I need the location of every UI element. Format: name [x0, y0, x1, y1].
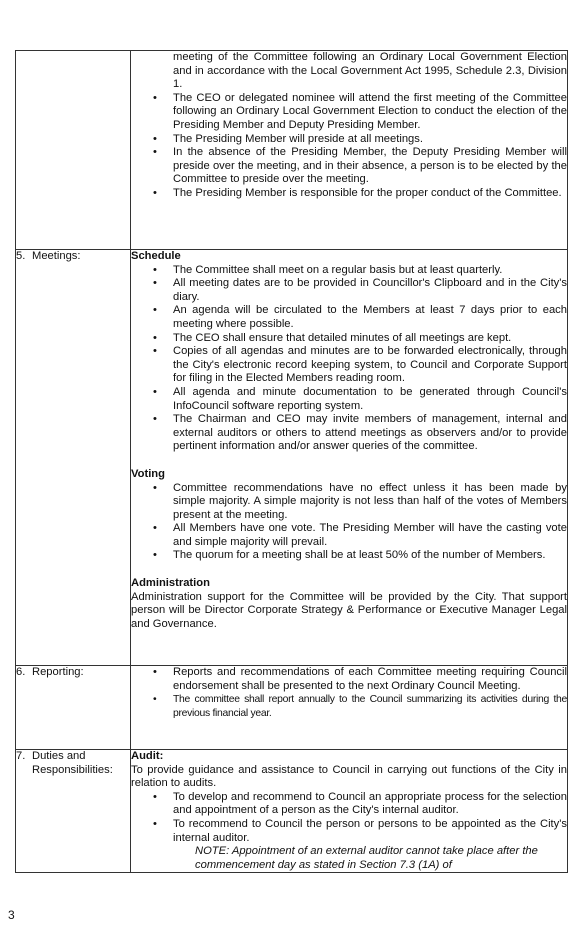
list-item: • Committee recommendations have no effect unless it has been made by simple majority. A simple majority is not less than half of the votes of Members present at the meeting.: [153, 481, 567, 521]
list-item: • To develop and recommend to Council an appropriate process for the selection and appointment of a person as the City's internal auditor.: [153, 790, 567, 817]
table-row: [16, 250, 568, 666]
row-label: [16, 666, 131, 750]
bullet-icon: •: [153, 666, 157, 678]
list-item: • Reports and recommendations of each Committee meeting requiring Council endorsement shall be presented to the next Ordinary Council Meeting.: [153, 666, 567, 692]
section-label: Duties and Responsibilities:: [32, 750, 113, 776]
row-content: [131, 666, 568, 750]
bullet-icon: •: [153, 481, 157, 494]
list-item: • The committee shall report annually to the Council summarizing its activities during the previous financial year.: [153, 694, 567, 719]
row-label: [16, 750, 131, 873]
list-item: • All agenda and minute documentation to be generated through Council's InfoCouncil software reporting system.: [153, 385, 567, 412]
voting-list: [131, 482, 567, 564]
list-item: • All meeting dates are to be provided in Councillor's Clipboard and in the City's diary.: [153, 277, 567, 303]
section-label: Reporting:: [32, 666, 84, 678]
bullet-icon: •: [153, 549, 157, 562]
audit-list: [131, 791, 567, 845]
bullet-icon: •: [153, 385, 157, 398]
list-item: • The quorum for a meeting shall be at least 50% of the number of Members.: [153, 549, 546, 562]
table-row: [16, 666, 568, 750]
bullet-icon: •: [153, 186, 157, 199]
bullet-icon: •: [153, 263, 157, 276]
schedule-heading: Schedule: [131, 250, 181, 262]
continuation-text: meeting of the Committee following an Ordinary Local Government Election and in accordance with the Local Government Act 1995, Schedule 2.3, Division 1.: [173, 51, 567, 91]
bullet-icon: •: [153, 345, 157, 358]
section-label: Meetings:: [32, 250, 81, 262]
list-item: • Copies of all agendas and minutes are to be forwarded electronically, through the City's electronic record keeping system, to Council and Corporate Support for filing in the Elected Members reading room.: [153, 345, 567, 385]
section-number: 7.: [16, 750, 26, 762]
row-label: [16, 250, 131, 666]
list-item: • An agenda will be circulated to the Members at least 7 days prior to each meeting where possible.: [153, 304, 567, 330]
schedule-list: [131, 264, 567, 454]
bullet-icon: •: [153, 413, 157, 426]
row-content: [131, 51, 568, 250]
list-item: • The CEO shall ensure that detailed minutes of all meetings are kept.: [153, 331, 512, 344]
table-row: [16, 51, 568, 250]
audit-heading: Audit:: [131, 750, 164, 762]
administration-heading: Administration: [131, 577, 210, 590]
row-content: [131, 250, 568, 666]
list-item: • In the absence of the Presiding Member, the Deputy Presiding Member will preside over the meeting, and in their absence, a person is to be elected by the Committee to preside over the meeting.: [153, 146, 567, 186]
bullet-icon: •: [153, 146, 157, 159]
audit-text: To provide guidance and assistance to Council in carrying out functions of the City in relation to audits.: [131, 763, 567, 790]
bullet-icon: •: [153, 277, 157, 290]
bullet-icon: •: [153, 790, 157, 803]
section-number: 6.: [16, 666, 26, 678]
page-number: 3: [8, 908, 15, 922]
list-item: • All Members have one vote. The Presiding Member will have the casting vote and simple majority will prevail.: [153, 522, 567, 548]
bullet-icon: •: [153, 91, 157, 104]
bullet-icon: •: [153, 304, 157, 317]
list-item: • The Committee shall meet on a regular basis but at least quarterly.: [153, 263, 503, 276]
bullet-icon: •: [153, 694, 157, 706]
bullet-icon: •: [153, 331, 157, 344]
list-item: • The Presiding Member is responsible for the proper conduct of the Committee.: [153, 186, 562, 199]
administration-text: Administration support for the Committee will be provided by the City. That support person will be Director Corporate Strategy & Performance or Executive Manager Legal and Governance.: [131, 590, 567, 630]
bullet-icon: •: [153, 132, 157, 145]
auditor-note: NOTE: Appointment of an external auditor cannot take place after the commencement day as stated in Section 7.3 (1A) of: [195, 845, 538, 871]
list-item: • The Chairman and CEO may invite members of management, internal and external auditors or others to attend meetings as observers and/or to provide pertinent information and/or answer queries of the committee.: [153, 413, 567, 453]
bullet-icon: •: [153, 817, 157, 830]
bullet-list: [131, 92, 567, 201]
list-item: • The Presiding Member will preside at all meetings.: [153, 132, 423, 145]
reporting-list-small: [131, 693, 567, 720]
reporting-list: [131, 666, 567, 693]
bullet-icon: •: [153, 522, 157, 535]
row-label-empty: [16, 51, 131, 250]
list-item: • The CEO or delegated nominee will attend the first meeting of the Committee following an Ordinary Local Government Election to conduct the election of the Presiding Member and Deputy Presiding Member.: [153, 91, 567, 131]
section-number: 5.: [16, 250, 26, 262]
voting-heading: Voting: [131, 467, 165, 480]
table-row: [16, 750, 568, 873]
terms-of-reference-table: [15, 50, 568, 873]
list-item: • To recommend to Council the person or persons to be appointed as the City's internal auditor.: [153, 817, 567, 844]
row-content: [131, 750, 568, 873]
